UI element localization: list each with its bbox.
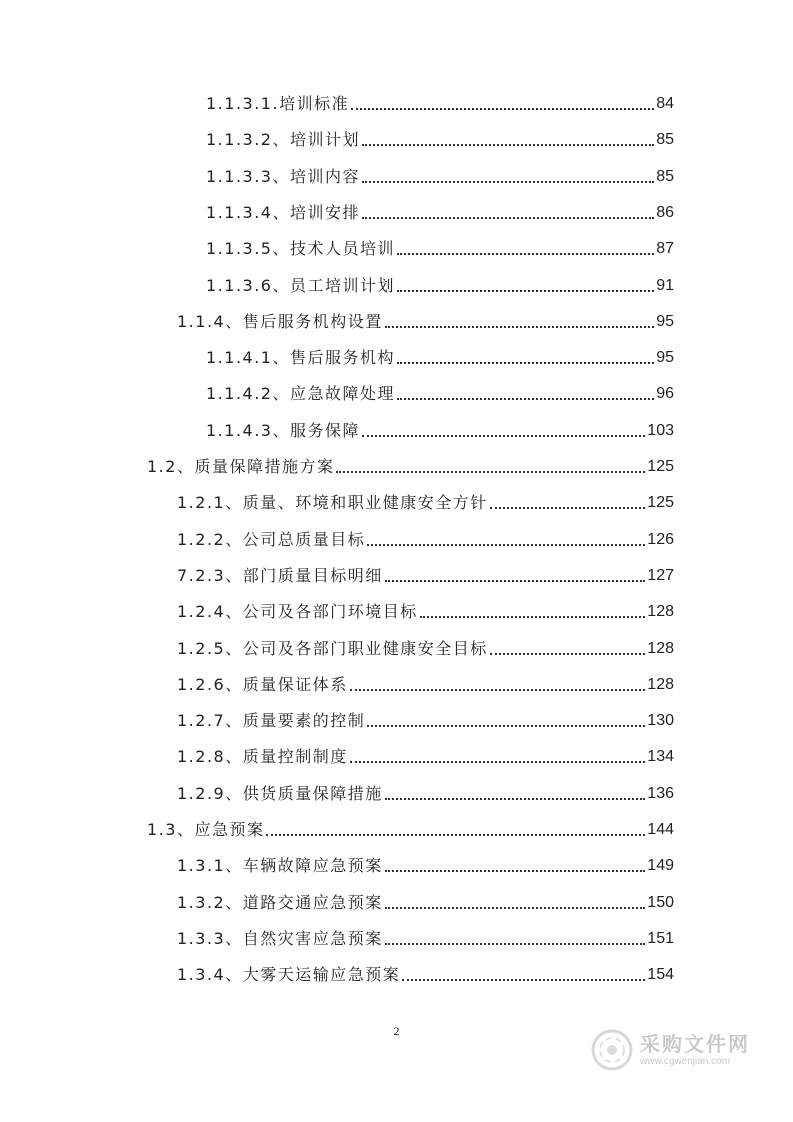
- toc-entry-number: 1.1.3.6、: [206, 276, 290, 295]
- toc-entry[interactable]: [206, 164, 674, 188]
- toc-entry-page: 96: [656, 385, 674, 402]
- toc-entry-title: 质量、环境和职业健康安全方针: [242, 493, 488, 512]
- toc-leader-dots: [362, 181, 654, 183]
- toc-entry-number: 1.3.4、: [177, 965, 243, 984]
- toc-entry[interactable]: [206, 381, 674, 405]
- toc-entry-title: 质量控制制度: [242, 747, 348, 766]
- toc-entry[interactable]: [177, 527, 674, 551]
- toc-entry[interactable]: [177, 926, 674, 950]
- toc-entry-title: 培训安排: [289, 203, 360, 222]
- toc-entry[interactable]: [147, 454, 674, 478]
- toc-entry-title: 售后服务机构: [289, 348, 395, 367]
- toc-entry-page: 151: [647, 930, 674, 947]
- toc-entry-title: 部门质量目标明细: [242, 566, 383, 585]
- toc-leader-dots: [397, 362, 654, 364]
- toc-entry[interactable]: [177, 636, 674, 660]
- toc-entry[interactable]: [206, 345, 674, 369]
- toc-entry-number: 1.3、: [147, 820, 195, 839]
- toc-entry-page: 149: [647, 857, 674, 874]
- toc-entry-page: 85: [656, 131, 674, 148]
- toc-entry-number: 1.1.4、: [177, 312, 243, 331]
- toc-leader-dots: [397, 253, 654, 255]
- page-number: 2: [393, 1024, 400, 1038]
- toc-entry-title: 公司及各部门环境目标: [242, 602, 418, 621]
- toc-entry-title: 公司及各部门职业健康安全目标: [242, 639, 488, 658]
- toc-entry-title: 培训内容: [289, 167, 360, 186]
- toc-entry-page: 84: [656, 95, 674, 112]
- toc-entry-page: 103: [647, 422, 674, 439]
- toc-entry-page: 87: [656, 240, 674, 257]
- toc-leader-dots: [367, 725, 645, 727]
- toc-entry-title: 服务保障: [289, 421, 360, 440]
- toc-entry-page: 125: [647, 494, 674, 511]
- toc-entry-number: 1.2.5、: [177, 639, 243, 658]
- toc-entry-page: 128: [647, 676, 674, 693]
- toc-entry-number: 1.1.3.5、: [206, 239, 290, 258]
- toc-entry-title: 供货质量保障措施: [242, 784, 383, 803]
- toc-entry-title: 质量保证体系: [242, 675, 348, 694]
- toc-entry[interactable]: [206, 273, 674, 297]
- toc-entry[interactable]: [177, 309, 674, 333]
- toc-entry-number: 1.1.3.3、: [206, 167, 290, 186]
- toc-leader-dots: [490, 653, 646, 655]
- toc-entry[interactable]: [177, 490, 674, 514]
- toc-entry-title: 员工培训计划: [289, 276, 395, 295]
- toc-entry-page: 130: [647, 712, 674, 729]
- toc-entry-title: 技术人员培训: [289, 239, 395, 258]
- toc-entry-page: 86: [656, 204, 674, 221]
- toc-leader-dots: [362, 217, 654, 219]
- toc-entry-number: 1.1.3.4、: [206, 203, 290, 222]
- toc-entry-page: 144: [647, 821, 674, 838]
- toc-leader-dots: [385, 580, 646, 582]
- toc-leader-dots: [402, 979, 645, 981]
- toc-leader-dots: [351, 108, 654, 110]
- toc-entry-page: 126: [647, 531, 674, 548]
- toc-entry-title: 应急预案: [194, 820, 265, 839]
- toc-leader-dots: [385, 943, 646, 945]
- toc-entry[interactable]: [177, 962, 674, 986]
- watermark: [590, 1027, 780, 1073]
- toc-entry[interactable]: [177, 781, 674, 805]
- toc-entry-page: 134: [647, 748, 674, 765]
- toc-entry-title: 道路交通应急预案: [242, 893, 383, 912]
- toc-entry-title: 大雾天运输应急预案: [242, 965, 401, 984]
- toc-entry-number: 1.1.3.1.: [206, 94, 280, 113]
- toc-leader-dots: [266, 834, 645, 836]
- toc-entry-page: 128: [647, 640, 674, 657]
- toc-leader-dots: [397, 398, 654, 400]
- toc-entry-title: 质量保障措施方案: [194, 457, 335, 476]
- toc-entry[interactable]: [177, 599, 674, 623]
- toc-entry-page: 136: [647, 785, 674, 802]
- cgwenjian-logo-icon: [590, 1028, 634, 1072]
- toc-entry-number: 1.3.1、: [177, 856, 243, 875]
- toc-entry[interactable]: [206, 91, 674, 115]
- toc-entry-number: 1.1.4.1、: [206, 348, 290, 367]
- toc-entry-page: 85: [656, 168, 674, 185]
- toc-entry-title: 应急故障处理: [289, 384, 395, 403]
- toc-entry-title: 公司总质量目标: [242, 530, 366, 549]
- toc-entry[interactable]: [206, 127, 674, 151]
- toc-entry-page: 91: [656, 277, 674, 294]
- toc-leader-dots: [336, 471, 645, 473]
- toc-leader-dots: [385, 326, 654, 328]
- toc-entry-number: 1.1.4.3、: [206, 421, 290, 440]
- toc-entry[interactable]: [206, 236, 674, 260]
- toc-entry-title: 质量要素的控制: [242, 711, 366, 730]
- toc-entry[interactable]: [177, 563, 674, 587]
- toc-entry-number: 1.3.2、: [177, 893, 243, 912]
- toc-leader-dots: [362, 435, 645, 437]
- toc-entry[interactable]: [177, 744, 674, 768]
- watermark-url: www.cgwenjian.com: [640, 1056, 731, 1067]
- toc-leader-dots: [385, 907, 646, 909]
- toc-leader-dots: [397, 290, 654, 292]
- toc-entry[interactable]: [147, 817, 674, 841]
- toc-entry-number: 1.2.2、: [177, 530, 243, 549]
- toc-entry-title: 培训标准: [279, 94, 350, 113]
- toc-entry-page: 150: [647, 894, 674, 911]
- toc-entry-title: 售后服务机构设置: [242, 312, 383, 331]
- toc-entry-number: 7.2.3、: [177, 566, 243, 585]
- toc-entry[interactable]: [177, 708, 674, 732]
- toc-leader-dots: [385, 870, 646, 872]
- toc-entry-number: 1.2.1、: [177, 493, 243, 512]
- toc-entry[interactable]: [177, 890, 674, 914]
- toc-entry-page: 154: [647, 966, 674, 983]
- toc-entry-title: 培训计划: [289, 130, 360, 149]
- toc-entry-number: 1.2、: [147, 457, 195, 476]
- toc-entry-page: 125: [647, 458, 674, 475]
- toc-leader-dots: [420, 616, 646, 618]
- toc-leader-dots: [490, 507, 646, 509]
- watermark-name: 采购文件网: [640, 1032, 750, 1056]
- toc-entry-page: 127: [647, 567, 674, 584]
- toc-leader-dots: [350, 689, 646, 691]
- toc-leader-dots: [362, 144, 654, 146]
- toc-entry-page: 128: [647, 603, 674, 620]
- toc-entry[interactable]: [206, 200, 674, 224]
- toc-entry-number: 1.1.4.2、: [206, 384, 290, 403]
- toc-entry-page: 95: [656, 349, 674, 366]
- toc-entry-title: 自然灾害应急预案: [242, 929, 383, 948]
- toc-entry-number: 1.2.8、: [177, 747, 243, 766]
- toc-entry-number: 1.3.3、: [177, 929, 243, 948]
- toc-entry-title: 车辆故障应急预案: [242, 856, 383, 875]
- toc-entry[interactable]: [177, 853, 674, 877]
- toc-entry-page: 95: [656, 313, 674, 330]
- toc-entry-number: 1.2.9、: [177, 784, 243, 803]
- toc-entry[interactable]: [177, 672, 674, 696]
- toc-leader-dots: [350, 761, 646, 763]
- toc-entry[interactable]: [206, 418, 674, 442]
- toc-entry-number: 1.2.7、: [177, 711, 243, 730]
- toc-leader-dots: [367, 544, 645, 546]
- toc-entry-number: 1.2.4、: [177, 602, 243, 621]
- toc-entry-number: 1.1.3.2、: [206, 130, 290, 149]
- toc-leader-dots: [385, 798, 646, 800]
- toc-entry-number: 1.2.6、: [177, 675, 243, 694]
